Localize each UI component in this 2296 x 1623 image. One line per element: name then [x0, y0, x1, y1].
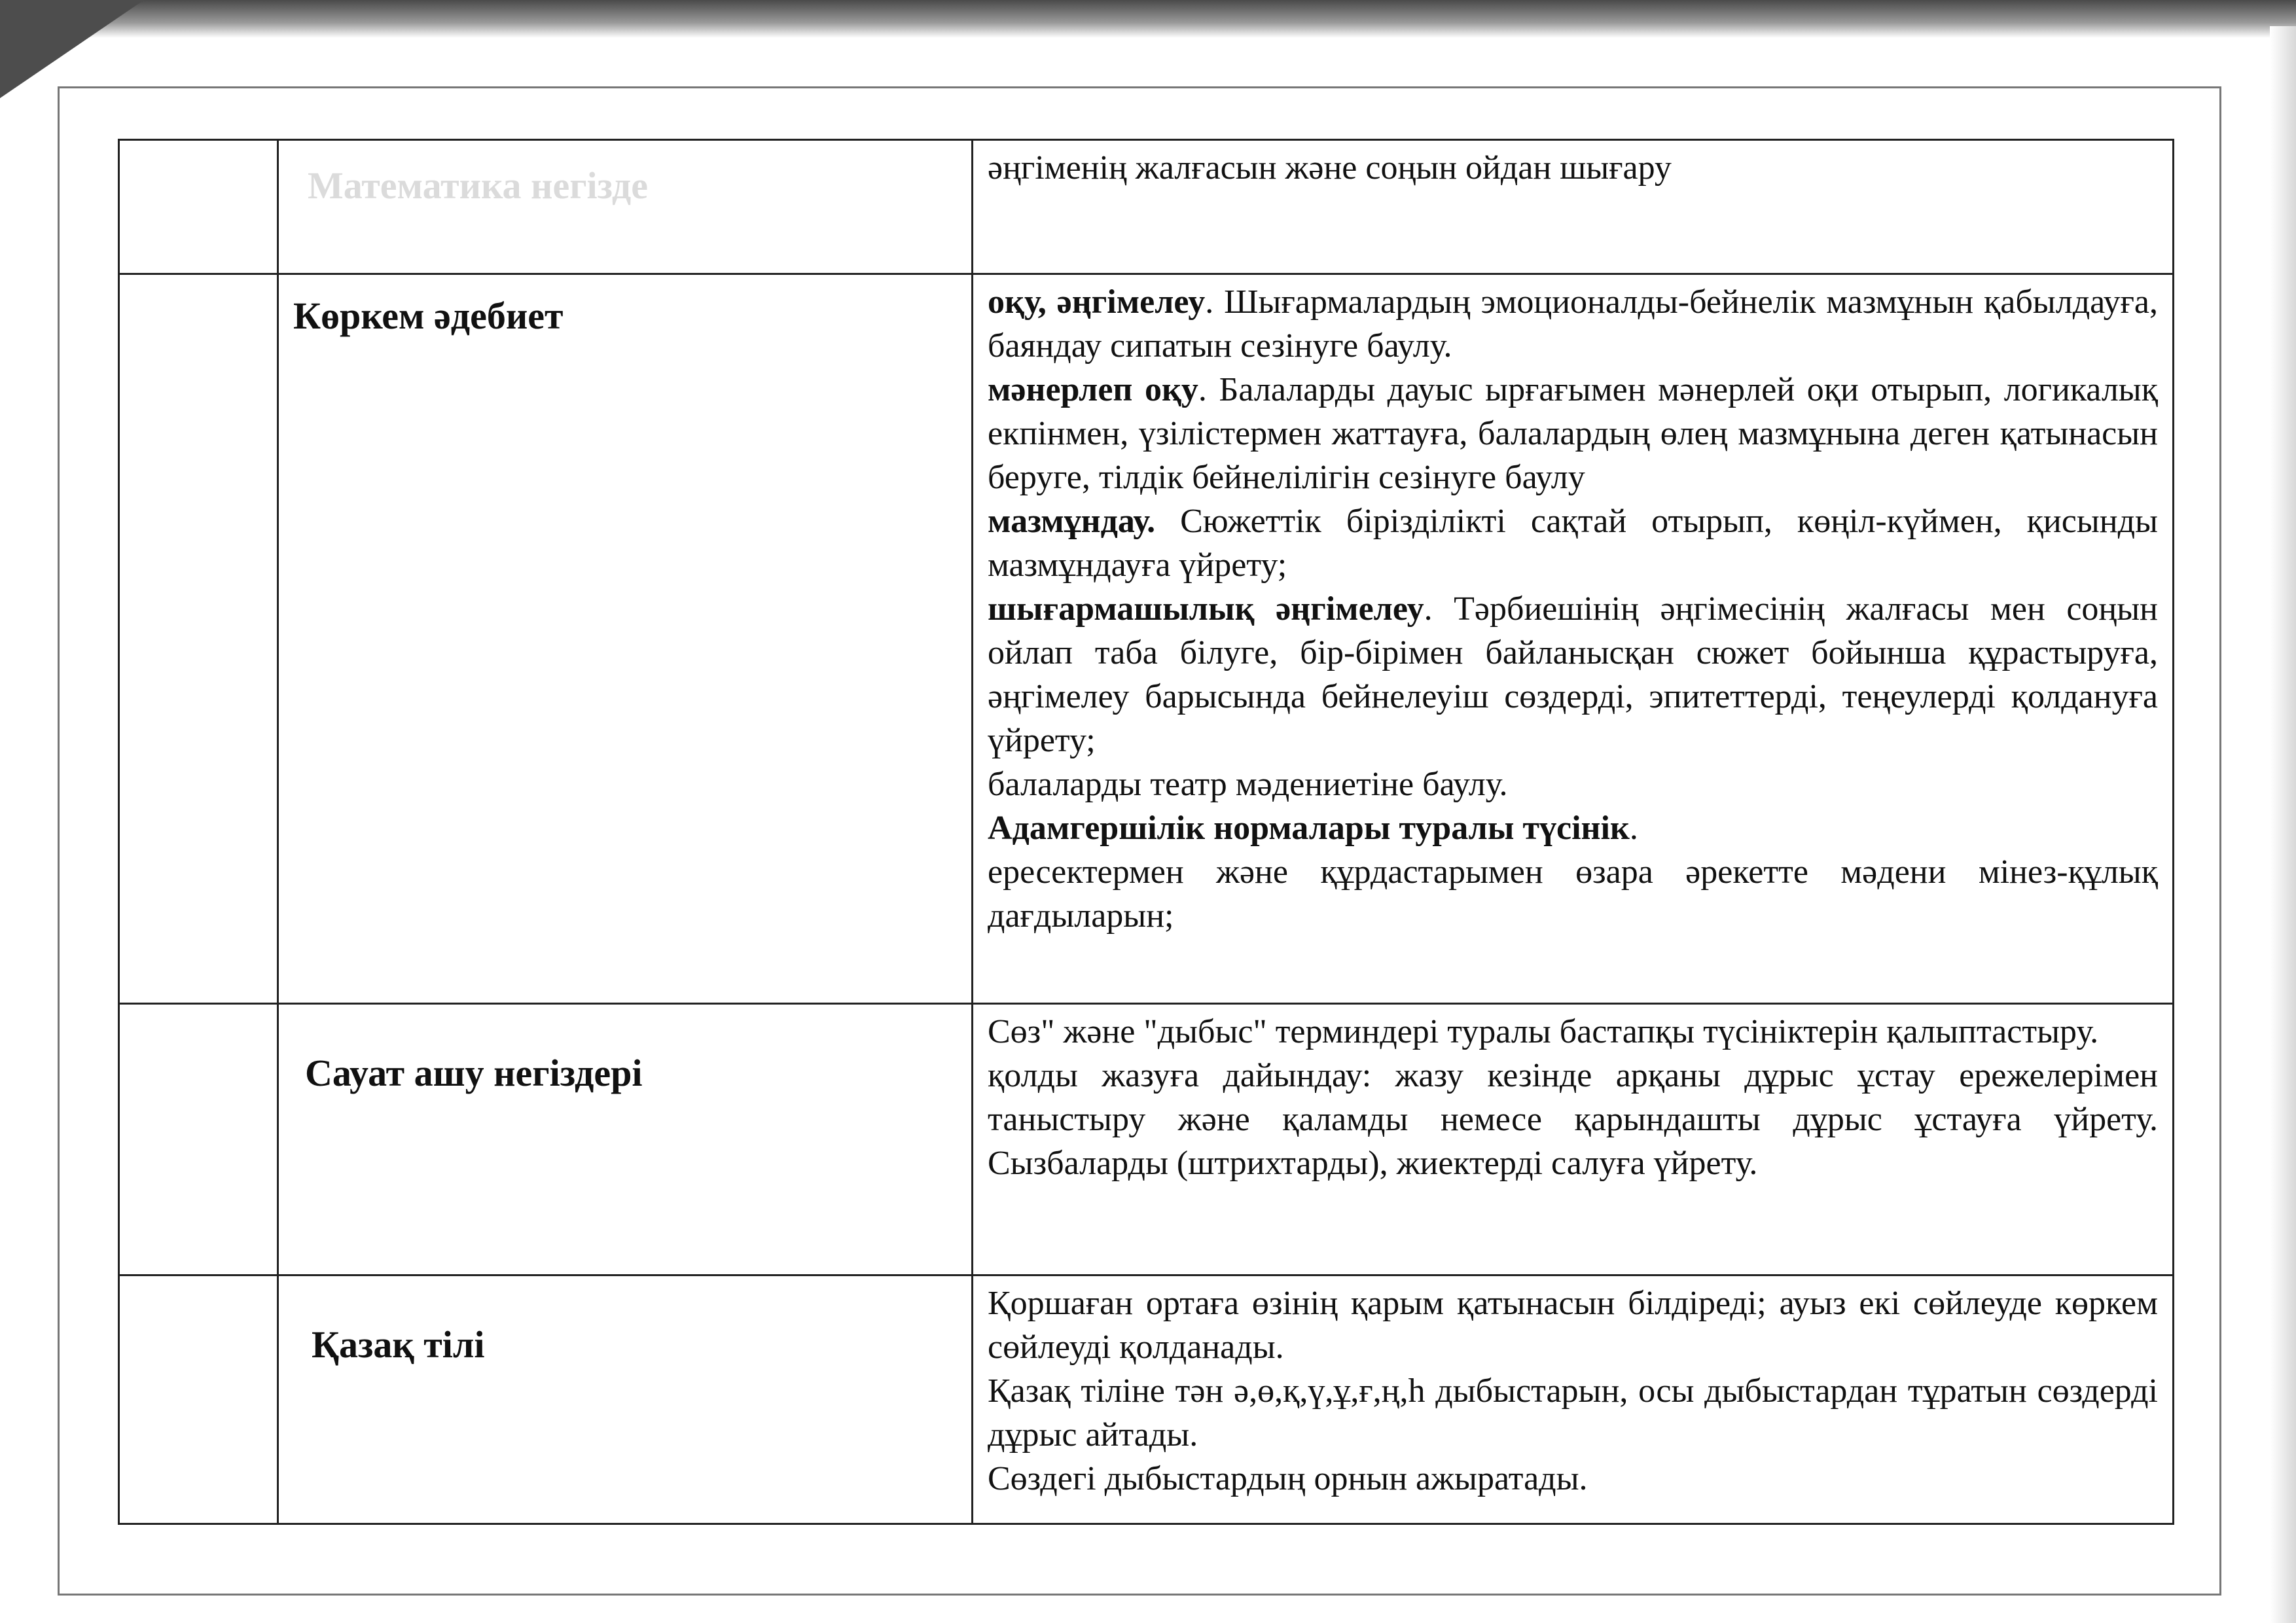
scan-shadow-right	[2270, 26, 2296, 1623]
content-body: Қазақ тіліне тән ә,ө,қ,ү,ұ,ғ,ң,һ дыбыстарын, осы дыбыстардан тұратын сөздерді дұрыс айтады.	[988, 1372, 2158, 1454]
subject-title: Көркем әдебиет	[293, 294, 564, 337]
content-paragraph	[988, 1054, 2158, 1185]
content-text	[973, 275, 2172, 946]
content-body: Сөз" және "дыбыс" терминдері туралы бастапқы түсініктерін қалыптастыру.	[988, 1013, 2099, 1050]
table-row	[119, 1275, 2174, 1524]
content-term: мәнерлеп оқу	[988, 371, 1198, 408]
content-paragraph	[988, 806, 2158, 850]
content-body: ересектермен және құрдастарымен өзара әрекетте мәдени мінез-құлық дағдыларын;	[988, 853, 2158, 935]
content-body: Сөздегі дыбыстардың орнын ажыратады.	[988, 1460, 1588, 1497]
content-term: шығармашылық әңгімелеу	[988, 590, 1424, 628]
content-body: . Шығармалардың эмоционалды-бейнелік мазмұнын қабылдауға, баяндау сипатын сезінуге баулу.	[988, 283, 2158, 365]
content-cell	[973, 1275, 2174, 1524]
content-body: . Балаларды дауыс ырғағымен мәнерлей оқи отырып, логикалық екпінмен, үзілістермен жаттауға, балалардың өлең мазмұнына деген қатынасын беруге, тілдік бейнелілігін сезінуге баулу	[988, 371, 2158, 496]
content-cell	[973, 274, 2174, 1004]
subject-title	[279, 141, 971, 159]
content-term: оқу, әңгімелеу	[988, 283, 1206, 321]
content-paragraph	[988, 587, 2158, 762]
margin-cell	[119, 1275, 278, 1524]
content-paragraph	[988, 368, 2158, 499]
content-body: Сюжеттік бірізділікті сақтай отырып, көңіл-күймен, қисынды мазмұндауға үйрету;	[988, 503, 2158, 584]
table-row	[119, 1004, 2174, 1275]
curriculum-table	[118, 139, 2174, 1525]
content-paragraph	[988, 850, 2158, 938]
margin-cell	[119, 140, 278, 274]
content-cell	[973, 140, 2174, 274]
content-term: мазмұндау.	[988, 503, 1156, 540]
content-body: Қоршаған ортаға өзінің қарым қатынасын білдіреді; ауыз екі сөйлеуде көркем сөйлеуді қолданады.	[988, 1285, 2158, 1366]
content-paragraph	[988, 499, 2158, 587]
content-paragraph	[988, 1010, 2158, 1054]
subject-cell	[278, 1004, 973, 1275]
content-paragraph	[988, 1457, 2158, 1501]
scan-shadow-top	[0, 0, 2296, 38]
content-text	[973, 1005, 2172, 1193]
table-row	[119, 140, 2174, 274]
subject-cell	[278, 1275, 973, 1524]
margin-cell	[119, 1004, 278, 1275]
content-paragraph	[988, 762, 2158, 806]
content-term: Адамгершілік нормалары туралы түсінік	[988, 810, 1630, 847]
content-paragraph	[988, 280, 2158, 368]
content-cell	[973, 1004, 2174, 1275]
subject-cell	[278, 274, 973, 1004]
content-body: .	[1629, 810, 1638, 847]
content-paragraph	[988, 1281, 2158, 1369]
content-body: балаларды театр мәдениетіне баулу.	[988, 766, 1508, 803]
content-body: қолды жазуға дайындау: жазу кезінде арқаны дұрыс ұстау ережелерімен таныстыру және қаламды немесе қарындашты дұрыс ұстауға үйрету. Сызбаларды (штрихтарды), жиектерді салуға үйрету.	[988, 1057, 2158, 1182]
scan-shadow-corner	[0, 0, 144, 98]
margin-cell	[119, 274, 278, 1004]
subject-title: Қазақ тілі	[312, 1323, 485, 1366]
content-body: әңгіменің жалғасын және соңын ойдан шығару	[988, 149, 1672, 187]
content-text	[973, 1276, 2172, 1508]
content-body: . Тәрбиешінің әңгімесінің жалғасы мен соңын ойлап таба білуге, бір-бірімен байланысқан сюжет бойынша құрастыруға, әңгімелеу барысында бейнелеуіш сөздерді, эпитеттерді, теңеулерді қолдануға үйрету;	[988, 590, 2158, 759]
subject-title: Сауат ашу негіздері	[305, 1052, 643, 1094]
content-paragraph	[988, 146, 2158, 190]
content-paragraph	[988, 1369, 2158, 1457]
bleed-through-heading: Математика негізде	[308, 164, 648, 207]
table-row	[119, 274, 2174, 1004]
content-text	[973, 141, 2172, 198]
subject-cell	[278, 140, 973, 274]
